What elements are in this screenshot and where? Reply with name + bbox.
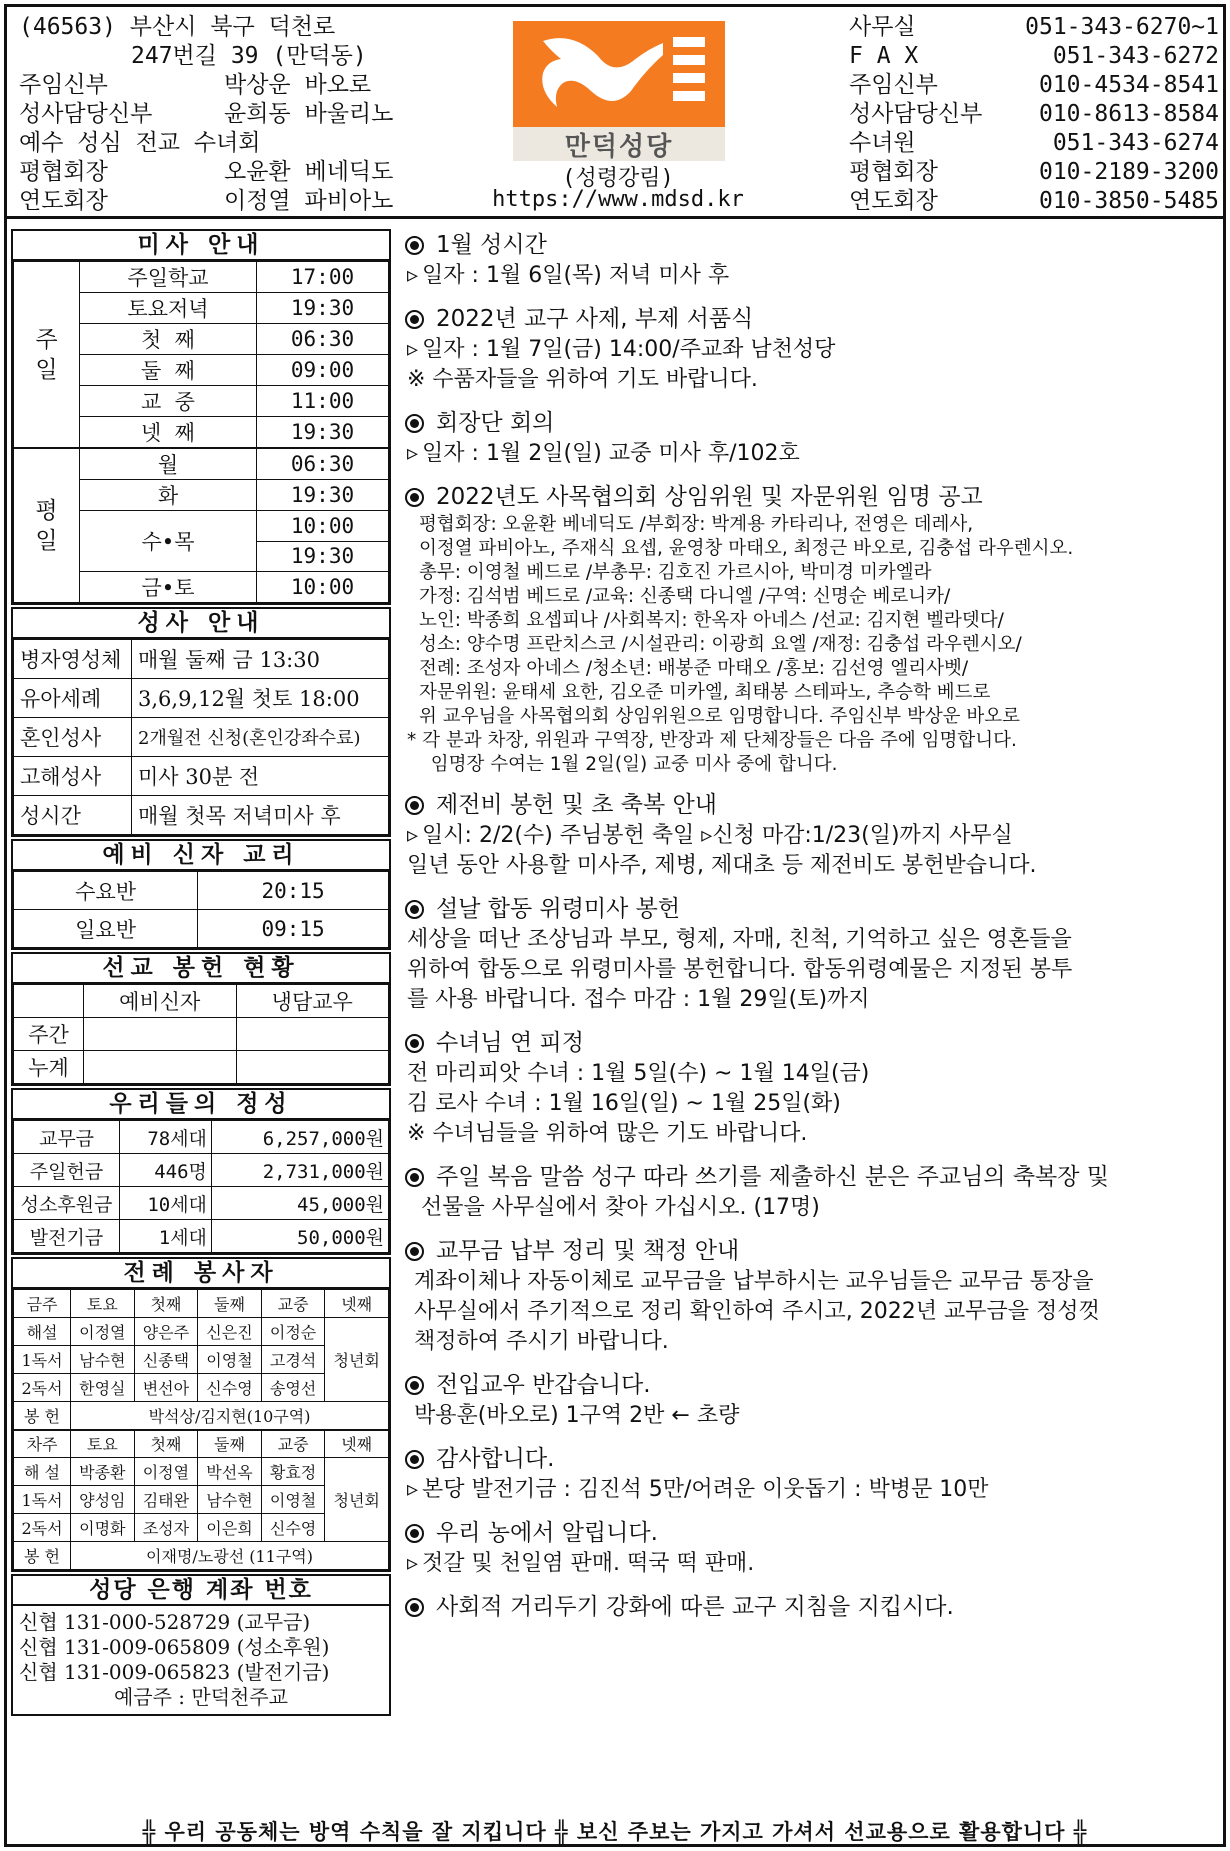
staff-name: 윤희동 바울리노 (224, 101, 394, 127)
contact-row: 주임신부 010-4534-8541 (849, 72, 1219, 98)
staff-role: 성사담당신부 (19, 101, 153, 127)
parish-url[interactable]: https://www.mdsd.kr (492, 187, 744, 212)
bullet-icon (405, 236, 424, 255)
bullet-icon (405, 1376, 424, 1395)
weekday-label: 평 일 (14, 448, 80, 603)
staff-name: 박상운 바오로 (224, 72, 372, 98)
bullet-icon (405, 1168, 424, 1187)
bullet-icon (405, 488, 424, 507)
liturgy-servers: 전례 봉사자 금주 토요 첫째 둘째 교중 넷째 해설 이정열 양은주 신은진 이정순 청년회 1독서 남수현 신종택 이영철 고경석 2독서 한영실 변선아 신수영 송영선 봉 헌 박석상/김지현(10구역) 차주 토요 첫째 둘째 교중 넷째 해 설 박종환 이정열 박선옥 황효정 청년회 1독서 양성임 김태완 남수현 이영철 2독서 이명화 조성자 이은희 신수영 봉 헌 이재명/노광선 (11구역) (11, 1257, 391, 1572)
postal-code: (46563) (19, 14, 116, 40)
notices-column (403, 229, 1229, 1635)
bullet-icon (405, 796, 424, 815)
notice-title: 2022년 교구 사제, 부제 서품식 (436, 306, 754, 332)
address-line-1: 부산시 북구 덕천로 (129, 14, 336, 40)
council-notice: 2022년도 사목협의회 상임위원 및 자문위원 임명 공고 평협회장: 오윤환 베네딕도 /부회장: 박계용 카타리나, 전영은 데레사, 이정열 파비아노, 주재식 요셉, 윤영창 마태오, 최정근 바오로, 김충섭 라우렌시오. 총무: 이영철 베드로 /부총무: 김호진 가르시아, 박미경 미카엘라 가정: 김석범 베드로 /교육: 신종택 다니엘 /구역: 신명순 베로니카/ 노인: 박종희 요셉피나 /사회복지: 한옥자 아네스 /선교: 김지현 벨라뎃다/ 성소: 양수명 프란치스코 /시설관리: 이광희 요엘 /재정: 김충섭 라우렌시오/ 전례: 조성자 아네스 /청소년: 배봉준 마태오 /홍보: 김선영 엘리사벳/ 자문위원: 윤태세 요한, 김오준 미카엘, 최태봉 스테파노, 추승학 베드로 위 교우님을 사목협의회 상임위원으로 임명합니다. 주임신부 박상운 바오로 * 각 분과 차장, 위원과 구역장, 반장과 제 단체장들은 다음 주에 임명합니다. 임명장 수여는 1월 2일(일) 교중 미사 중에 합니다. (403, 481, 1229, 777)
servers-this-week: 금주 토요 첫째 둘째 교중 넷째 해설 이정열 양은주 신은진 이정순 청년회 1독서 남수현 신종택 이영철 고경석 2독서 한영실 변선아 신수영 송영선 봉 헌 박석상/김지현(10구역) 차주 토요 첫째 둘째 교중 넷째 해 설 박종환 이정열 박선옥 황효정 청년회 1독서 양성임 김태완 남수현 이영철 2독서 이명화 조성자 이은희 신수영 봉 헌 이재명/노광선 (11구역) (13, 1289, 389, 1570)
notice: 2022년 교구 사제, 부제 서품식 ▹ 일자 : 1월 7일(금) 14:00/주교좌 남천성당 ※ 수품자들을 위하여 기도 바랍니다. (403, 303, 1229, 395)
notice: 수녀님 연 피정 전 마리피앗 수녀 : 1월 5일(수) ~ 1월 14일(금) 김 로사 수녀 : 1월 16일(일) ~ 1월 25일(화) ※ 수녀님들을 위하여 많은 기도 바랍니다. (407, 1030, 870, 1146)
staff-role: 주임신부 (19, 72, 108, 98)
notice: 주일 복음 말씀 성구 따라 쓰기를 제출하신 분은 주교님의 축복장 및 선물을 사무실에서 찾아 가십시오. (17명) (407, 1164, 1109, 1220)
contact-row: F A X 051-343-6272 (849, 43, 1219, 69)
notice: 우리 농에서 알립니다. ▹ 젓갈 및 천일염 판매. 떡국 떡 판매. (403, 1517, 1229, 1579)
notice: 1월 성시간 ▹ 일자 : 1월 6일(목) 저녁 미사 후 (403, 229, 1229, 291)
offering-summary: 우리들의 정성 교무금 78세대 6,257,000원 주일헌금 446명 2,731,000원 성소후원금 10세대 45,000원 발전기금 1세대 50,000원 (11, 1088, 391, 1255)
notice: 설날 합동 위령미사 봉헌 세상을 떠난 조상님과 부모, 형제, 자매, 친척, 기억하고 싶은 영혼들을 위하여 합동으로 위령미사를 봉헌합니다. 합동위령예물은 지정된 봉투 를 사용 바랍니다. 접수 마감 : 1월 29일(토)까지 (407, 896, 1073, 1012)
contact-row: 성사담당신부 010-8613-8584 (849, 101, 1219, 127)
bank-account: 신협 131-000-528729 (교무금) (19, 1610, 311, 1634)
notice: 제전비 봉헌 및 초 축복 안내 ▹ 일시: 2/2(수) 주님봉헌 축일 ▹신청 마감:1/23(일)까지 사무실 일년 동안 사용할 미사주, 제병, 제대초 등 제전비도 봉헌받습니다. (403, 789, 1229, 881)
notice: 교무금 납부 정리 및 책정 안내 계좌이체나 자동이체로 교무금을 납부하시는 교우님들은 교무금 통장을 사무실에서 주기적으로 정리 확인하여 주시고, 2022년 교무금을 정성껏 책정하여 주시기 바랍니다. (407, 1238, 1100, 1354)
notice-title: 1월 성시간 (436, 232, 547, 258)
bullet-icon (405, 1242, 424, 1261)
bullet-icon (405, 310, 424, 329)
address-line-2: 247번길 39 (만덕동) (131, 43, 367, 69)
catechumen-class: 예비 신자 교리 수요반 20:15 일요반 09:15 (11, 839, 391, 950)
bulletin-page (4, 4, 1226, 1847)
bullet-icon (405, 1450, 424, 1469)
staff-role: 연도회장 (19, 188, 108, 214)
contact-row: 평협회장 010-2189-3200 (849, 159, 1219, 185)
contact-row: 수녀원 051-343-6274 (849, 130, 1219, 156)
parish-subtitle: (성령강림) (562, 166, 674, 191)
logo-wordmark: 만덕성당 (513, 127, 725, 161)
notice-title: 2022년도 사목협의회 상임위원 및 자문위원 임명 공고 (436, 484, 983, 510)
bank-account: 신협 131-009-065809 (성소후원) (19, 1635, 330, 1659)
notice: 사회적 거리두기 강화에 따른 교구 지침을 지킵시다. (403, 1591, 1229, 1623)
notice-title: 회장단 회의 (436, 410, 555, 436)
parish-logo (513, 21, 725, 161)
bullet-icon (405, 900, 424, 919)
mission-status: 선교 봉헌 현황 예비신자 냉담교우 주간 누계 (11, 952, 391, 1086)
mass-schedule (11, 229, 391, 605)
contact-row: 연도회장 010-3850-5485 (849, 188, 1219, 214)
notice: 감사합니다. ▹ 본당 발전기금 : 김진석 5만/어려운 이웃돕기 : 박병문 10만 (403, 1443, 1229, 1505)
staff-role: 예수 성심 전교 수녀회 (19, 130, 261, 156)
staff-role: 평협회장 (19, 159, 108, 185)
dove-icon (513, 21, 725, 127)
parish-logo-block (483, 15, 753, 215)
header (7, 7, 1223, 219)
staff-name: 이정열 파비아노 (224, 188, 394, 214)
bullet-icon (405, 1034, 424, 1053)
bullet-icon (405, 1598, 424, 1617)
footer-banner: ╬ 우리 공동체는 방역 수칙을 잘 지킵니다 ╬ 보신 주보는 가지고 가셔서 선교용으로 활용합니다 ╬ (142, 1820, 1088, 1844)
notice: 회장단 회의 ▹ 일자 : 1월 2일(일) 교중 미사 후/102호 (403, 407, 1229, 469)
sunday-label: 주 일 (14, 262, 80, 449)
mass-title: 미사 안내 (13, 231, 389, 261)
parish-info (19, 13, 489, 216)
contact-list (849, 13, 1219, 216)
notice: 전입교우 반갑습니다. 박용훈(바오로) 1구역 2반 ← 초량 (407, 1372, 740, 1428)
mass-table: 주 일 주일학교 17:00 토요저녁 19:30 첫 째 06:30 둘 째 09:00 교 중 11:00 넷 째 19:30 평 일 월 06:30 화 19:30 수•목 10:00 19:30 금•토 10:00 (13, 261, 389, 603)
staff-name: 오윤환 베네딕도 (224, 159, 394, 185)
bullet-icon (405, 414, 424, 433)
bank-accounts: 성당 은행 계좌 번호 신협 131-000-528729 (교무금) 신협 131-009-065809 (성소후원) 신협 131-009-065823 (발전기금) 예금주 : 만덕천주교 (11, 1574, 391, 1716)
bullet-icon (405, 1524, 424, 1543)
bank-account: 신협 131-009-065823 (발전기금) (19, 1660, 330, 1684)
left-column (11, 229, 391, 1718)
account-holder: 예금주 : 만덕천주교 (113, 1685, 288, 1709)
sacrament-guide: 성사 안내 병자영성체 매월 둘째 금 13:30 유아세례 3,6,9,12월 첫토 18:00 혼인성사 2개월전 신청(혼인강좌수료) 고해성사 미사 30분 전 성시간 매월 첫목 저녁미사 후 (11, 607, 391, 837)
contact-row: 사무실 051-343-6270~1 (849, 14, 1219, 40)
